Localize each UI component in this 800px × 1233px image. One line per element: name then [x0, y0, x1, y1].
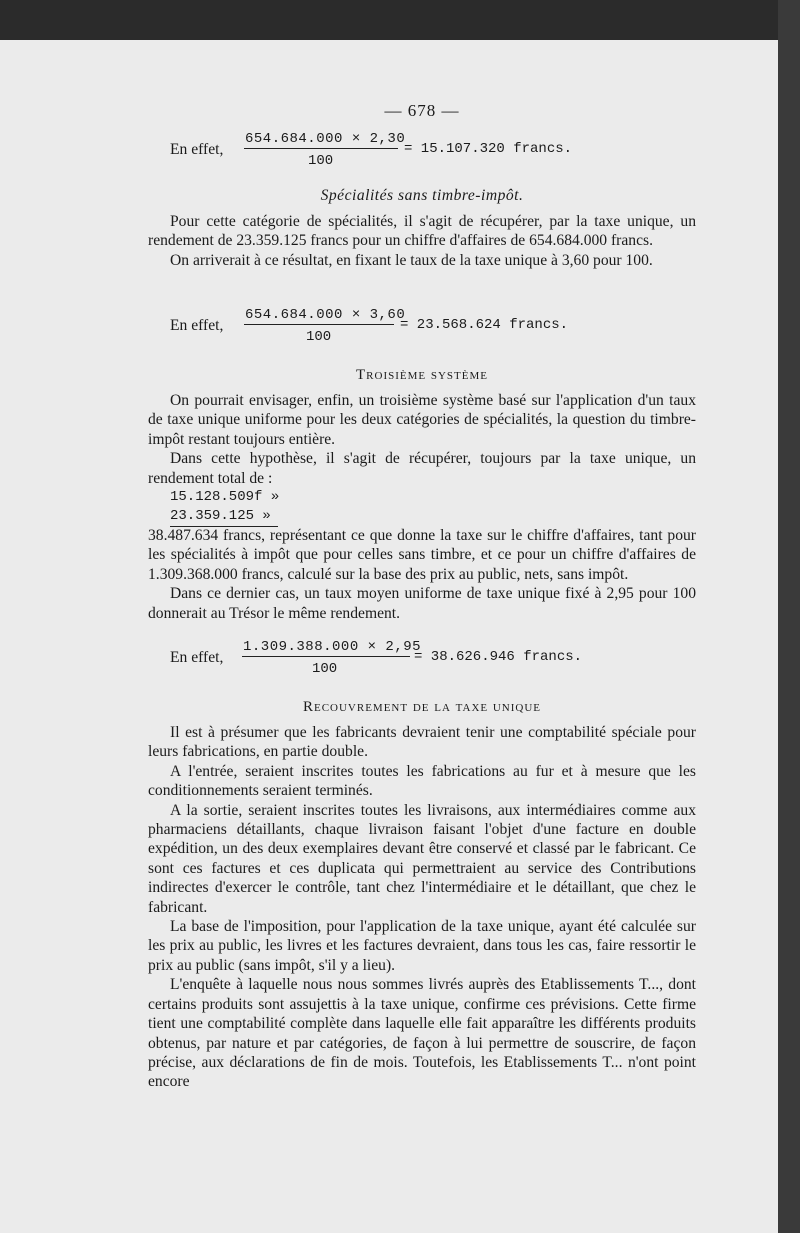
- section-title: Recouvrement de la taxe unique: [302, 699, 542, 715]
- equation-1: [148, 130, 696, 172]
- equation-result: = 38.626.946 francs.: [414, 649, 583, 665]
- equation-result: = 23.568.624 francs.: [400, 317, 569, 333]
- section-heading: [148, 366, 696, 385]
- body-block-3: [148, 723, 696, 1092]
- equation-denominator: 100: [308, 153, 334, 169]
- paragraph: Il est à présumer que les fabricants devraient tenir une comptabilité spéciale pour leurs fabrications, en partie double.: [148, 724, 696, 761]
- body-block-2: [148, 391, 696, 623]
- body-block-1: [148, 212, 696, 270]
- section-heading: [148, 698, 696, 717]
- equation-3: [148, 638, 696, 680]
- page-number: — 678 —: [384, 101, 460, 120]
- equation-numerator: 654.684.000 × 2,30: [245, 131, 406, 147]
- list-item: 23.359.125 »: [170, 507, 696, 526]
- subsection-title: Spécialités sans timbre-impôt.: [320, 187, 524, 204]
- paragraph: A la sortie, seraient inscrites toutes les livraisons, aux intermédiaires comme aux pharmaciens détaillants, chaque livraison faisant l'objet d'une facture en double expédition, un des deux exemplaires devant être conservé et classé par le fabricant. Ce sont ces factures et ces duplicata qui permettraient au service des Contributions indirectes d'exercer le contrôle, tant chez l'intermédiaire et le détaillant, que chez le fabricant.: [148, 801, 696, 916]
- paragraph: Dans ce dernier cas, un taux moyen uniforme de taxe unique fixé à 2,95 pour 100 donnerait au Trésor le même rendement.: [148, 585, 696, 622]
- amount-list: [170, 488, 696, 526]
- paragraph: Pour cette catégorie de spécialités, il s'agit de récupérer, par la taxe unique, un rendement de 23.359.125 francs pour un chiffre d'affaires de 654.684.000 francs.: [148, 213, 696, 250]
- paragraph: On pourrait envisager, enfin, un troisième système basé sur l'application d'un taux de taxe unique uniforme pour les deux catégories de spécialités, la question du timbre-impôt restant toujours entière.: [148, 392, 696, 448]
- section-title: Troisième système: [356, 367, 488, 383]
- equation-denominator: 100: [306, 329, 332, 345]
- equation-result: = 15.107.320 francs.: [404, 141, 573, 157]
- paragraph: La base de l'imposition, pour l'application de la taxe unique, ayant été calculée sur les prix au public, les livres et les factures devraient, dans tous les cas, faire ressortir le prix au public (sans impôt, s'il y a lieu).: [148, 918, 696, 974]
- fraction-bar: [244, 148, 398, 149]
- equation-2: [148, 306, 696, 348]
- section-subtitle: [148, 186, 696, 205]
- equation-numerator: 1.309.388.000 × 2,95: [243, 639, 422, 655]
- equation-label: En effet,: [170, 317, 224, 334]
- fraction-bar: [242, 656, 410, 657]
- fraction-bar: [244, 324, 394, 325]
- equation-label: En effet,: [170, 141, 224, 158]
- paragraph: 38.487.634 francs, représentant ce que donne la taxe sur le chiffre d'affaires, tant pour les spécialités à impôt que pour celles sans timbre, et ce pour un chiffre d'affaires de 1.309.368.000 francs, calculé sur la base des prix au public, nets, sans impôt.: [148, 527, 696, 583]
- equation-label: En effet,: [170, 649, 224, 666]
- paragraph: L'enquête à laquelle nous nous sommes livrés auprès des Etablissements T..., dont certains produits sont assujettis à la taxe unique, confirme ces prévisions. Cette firme tient une comptabilité complète dans laquelle elle fait apparaître les différents produits obtenus, par nature et par catégories, de façon à lui permettre de souscrire, de façon précise, aux déclarations de fin de mois. Toutefois, les Etablissements T... n'ont point encore: [148, 976, 696, 1091]
- list-item: 15.128.509f »: [170, 489, 280, 506]
- paragraph: Dans cette hypothèse, il s'agit de récupérer, toujours par la taxe unique, un rendement total de :: [148, 450, 696, 487]
- equation-denominator: 100: [312, 661, 338, 677]
- paragraph: A l'entrée, seraient inscrites toutes les fabrications au fur et à mesure que les conditionnements seraient terminés.: [148, 762, 696, 800]
- paragraph: On arriverait à ce résultat, en fixant le taux de la taxe unique à 3,60 pour 100.: [170, 251, 653, 269]
- page-edge: [778, 0, 800, 1233]
- equation-numerator: 654.684.000 × 3,60: [245, 307, 406, 323]
